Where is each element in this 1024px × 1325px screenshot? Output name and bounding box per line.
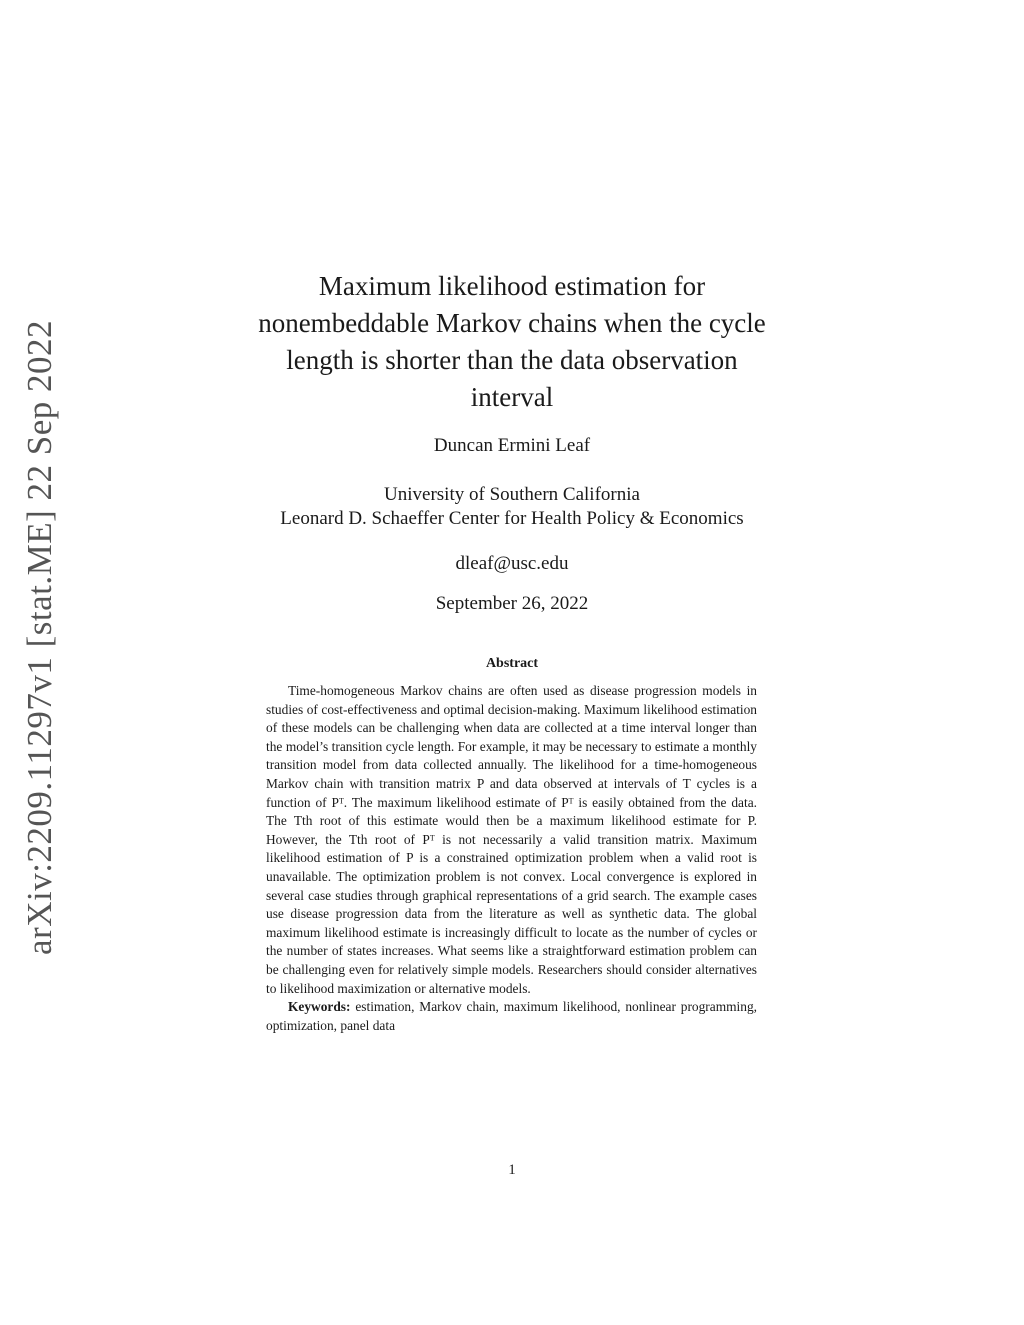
title-line: nonembeddable Markov chains when the cycle — [258, 308, 766, 338]
abstract-heading: Abstract — [485, 656, 539, 671]
affiliation — [200, 483, 824, 531]
paper-title — [200, 268, 824, 416]
affiliation-center: Leonard D. Schaeffer Center for Health Policy & Economics — [280, 508, 744, 529]
affiliation-university: University of Southern California — [384, 484, 640, 505]
keywords — [266, 998, 757, 1035]
paper-date: September 26, 2022 — [435, 593, 589, 614]
abstract — [266, 682, 757, 1035]
keywords-label: Keywords: — [288, 999, 351, 1015]
page-number: 1 — [508, 1162, 516, 1178]
title-line: interval — [470, 382, 554, 412]
author-email: dleaf@usc.edu — [455, 553, 569, 574]
title-line: length is shorter than the data observation — [286, 345, 738, 375]
arxiv-identifier: arXiv:2209.11297v1 [stat.ME] 22 Sep 2022 — [20, 319, 59, 955]
title-line: Maximum likelihood estimation for — [318, 271, 706, 301]
author-name: Duncan Ermini Leaf — [433, 435, 591, 456]
abstract-text: Time-homogeneous Markov chains are often used as disease progression models in studies of cost-effectiveness and optimal decision-making. Maximum likelihood estimation of these models can be challenging when data are collected at a time interval longer than the model’s transition cycle length. For example, it may be necessary to estimate a monthly transition model from data collected annually. The likelihood for a time-homogeneous Markov chain with transition matrix P and data observed at intervals of T cycles is a function of Pᵀ. The maximum likelihood estimate of Pᵀ is easily obtained from the data. The Tth root of this estimate would then be a maximum likelihood estimate for P. However, the Tth root of Pᵀ is not necessarily a valid transition matrix. Maximum likelihood estimation of P is a constrained optimization problem when a valid root is unavailable. The optimization problem is not convex. Local convergence is explored in several case studies through graphical representations of a grid search. The example cases use disease progression data from the literature as well as synthetic data. The global maximum likelihood estimate is increasingly difficult to locate as the number of cycles or the number of states increases. What seems like a straightforward estimation problem can be challenging even for relatively simple models. Researchers should consider alternatives to likelihood maximization or alternative models. — [266, 683, 757, 996]
keywords-text: estimation, Markov chain, maximum likelihood, nonlinear programming, optimization, panel data — [266, 999, 757, 1033]
